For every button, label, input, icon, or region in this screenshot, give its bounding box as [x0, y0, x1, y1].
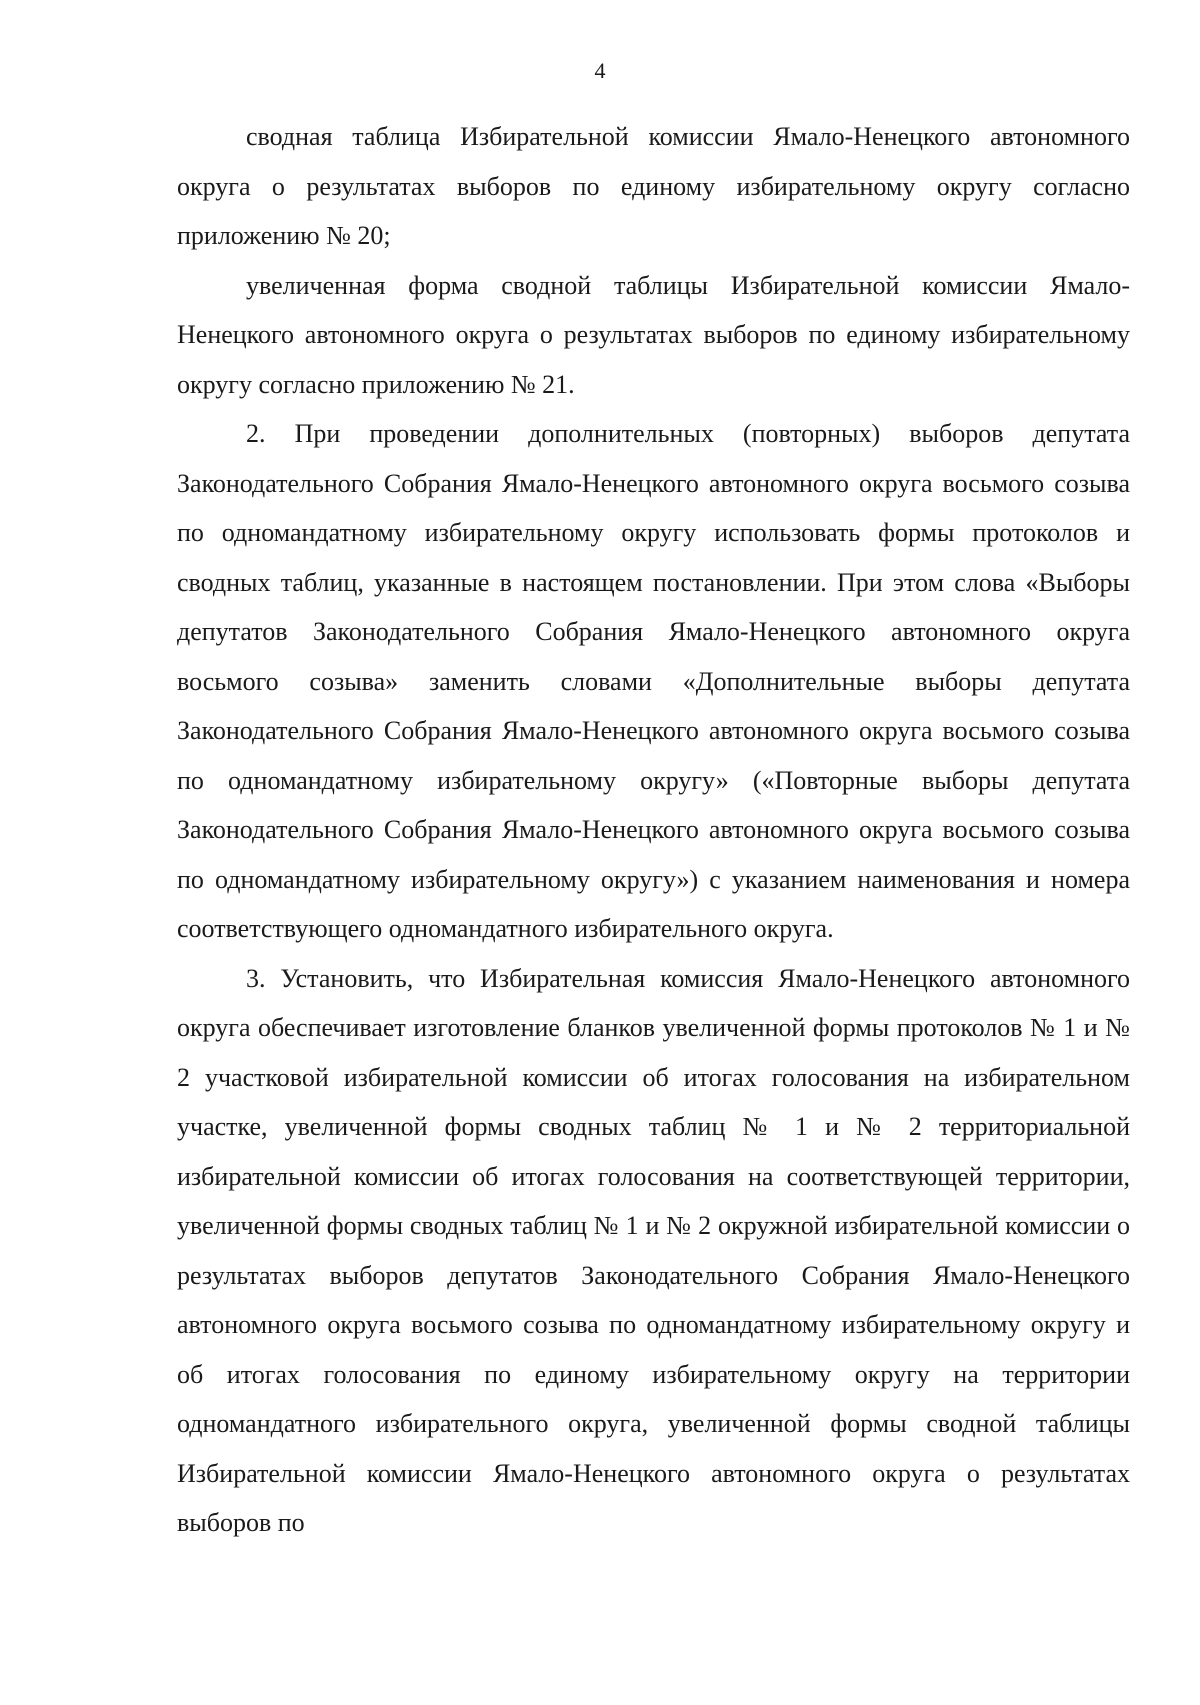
- document-body: [177, 112, 1130, 1548]
- paragraph-consolidated-table-item: сводная таблица Избирательной комиссии Ямало-Ненецкого автономного округа о результатах выборов по единому избирательному округу согласно приложению № 20;: [177, 122, 1130, 250]
- paragraph-clause-2: 2. При проведении дополнительных (повторных) выборов депутата Законодательного Собрания Ямало-Ненецкого автономного округа восьмого созыва по одномандатному избирательному округу использовать формы протоколов и сводных таблиц, указанные в настоящем постановлении. При этом слова «Выборы депутатов Законодательного Собрания Ямало-Ненецкого автономного округа восьмого созыва» заменить словами «Дополнительные выборы депутата Законодательного Собрания Ямало-Ненецкого автономного округа восьмого созыва по одномандатному избирательному округу» («Повторные выборы депутата Законодательного Собрания Ямало-Ненецкого автономного округа восьмого созыва по одномандатному избирательному округу») с указанием наименования и номера соответствующего одномандатного избирательного округа.: [177, 419, 1130, 943]
- paragraph-clause-3: 3. Установить, что Избирательная комиссия Ямало-Ненецкого автономного округа обеспечивает изготовление бланков увеличенной формы протоколов № 1 и № 2 участковой избирательной комиссии об итогах голосования на избирательном участке, увеличенной формы сводных таблиц № 1 и № 2 территориальной избирательной комиссии об итогах голосования на соответствующей территории, увеличенной формы сводных таблиц № 1 и № 2 окружной избирательной комиссии о результатах выборов депутатов Законодательного Собрания Ямало-Ненецкого автономного округа восьмого созыва по одномандатному избирательному округу и об итогах голосования по единому избирательному округу на территории одномандатного избирательного округа, увеличенной формы сводной таблицы Избирательной комиссии Ямало-Ненецкого автономного округа о результатах выборов по: [177, 963, 1130, 1537]
- page-number: 4: [594, 58, 606, 83]
- paragraph-enlarged-table-item: увеличенная форма сводной таблицы Избирательной комиссии Ямало-Ненецкого автономного округа о результатах выборов по единому избирательному округу согласно приложению № 21.: [177, 270, 1130, 399]
